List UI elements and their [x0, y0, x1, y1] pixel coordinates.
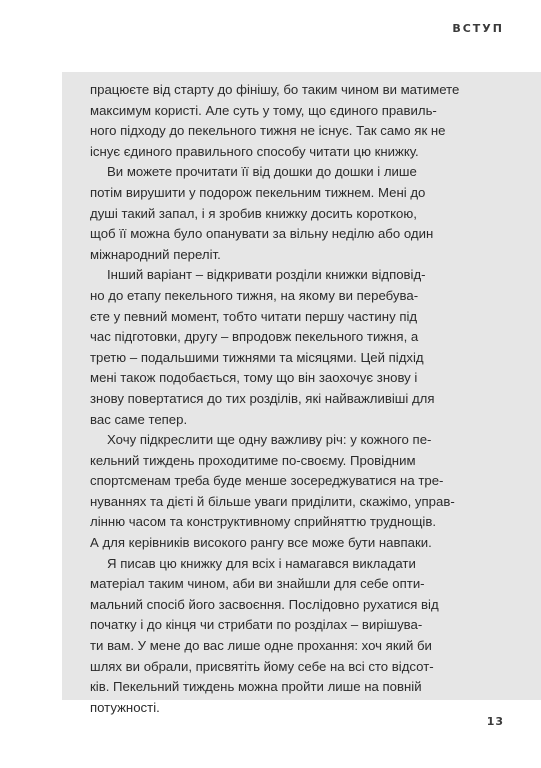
- text-line: Хочу підкреслити ще одну важливу річ: у кожного пе-: [107, 432, 432, 448]
- text-line: Я писав цю книжку для всіх і намагався викладати: [107, 555, 416, 571]
- text-line: вас саме тепер.: [90, 411, 188, 427]
- text-line: час підготовки, другу – впродовж пекельного тижня, а: [90, 329, 419, 345]
- text-line: щоб її можна було опанувати за вільну неділю або один: [90, 226, 434, 242]
- text-line: потім вирушити у подорож пекельним тижнем. Мені до: [90, 184, 426, 200]
- text-line: спортсменам треба буде менше зосереджуватися на тре-: [90, 473, 444, 489]
- page-number: 13: [486, 715, 504, 728]
- text-line: початку і до кінця чи стрибати по розділах – вирішува-: [90, 617, 423, 633]
- text-line: існує єдиного правильного способу читати цю книжку.: [90, 143, 419, 159]
- text-line: нуваннях та дієті й більше уваги приділити, скажімо, управ-: [90, 493, 455, 509]
- text-line: потужності.: [90, 699, 160, 715]
- text-line: матеріал таким чином, аби ви знайшли для себе опти-: [90, 576, 425, 592]
- text-line: максимум користі. Але суть у тому, що єдиного правиль-: [90, 102, 437, 118]
- body-text: [90, 80, 460, 718]
- text-line: Ви можете прочитати її від дошки до дошки і лише: [107, 164, 417, 180]
- text-line: мені також подобається, тому що він заохочує знову і: [90, 370, 418, 386]
- text-line: А для керівників високого рангу все може бути навпаки.: [90, 535, 432, 551]
- text-line: єте у певний момент, тобто читати першу частину під: [90, 308, 418, 324]
- text-line: працюєте від старту до фінішу, бо таким чином ви матимете: [90, 82, 460, 97]
- text-line: третю – подальшими тижнями та місяцями. Цей підхід: [90, 349, 424, 365]
- text-line: душі такий запал, і я зробив книжку досить короткою,: [90, 205, 417, 221]
- text-line: міжнародний переліт.: [90, 246, 221, 262]
- text-line: ків. Пекельний тиждень можна пройти лише на повній: [90, 679, 422, 695]
- running-head: ВСТУП: [452, 22, 504, 35]
- text-line: знову повертатися до тих розділів, які найважливіші для: [90, 390, 435, 406]
- text-line: лінню часом та конструктивному сприйняттю труднощів.: [90, 514, 437, 530]
- text-line: мальний спосіб його засвоєння. Послідовно рухатися від: [90, 596, 439, 612]
- text-line: шлях ви обрали, присвятіть йому себе на всі сто відсот-: [90, 658, 434, 674]
- text-line: ного підходу до пекельного тижня не існує. Так само як не: [90, 123, 446, 139]
- text-line: кельний тиждень проходитиме по-своєму. Провідним: [90, 452, 416, 468]
- text-line: но до етапу пекельного тижня, на якому ви перебува-: [90, 287, 419, 303]
- text-line: ти вам. У мене до вас лише одне прохання: хоч який би: [90, 638, 432, 654]
- text-line: Інший варіант – відкривати розділи книжки відповід-: [107, 267, 426, 283]
